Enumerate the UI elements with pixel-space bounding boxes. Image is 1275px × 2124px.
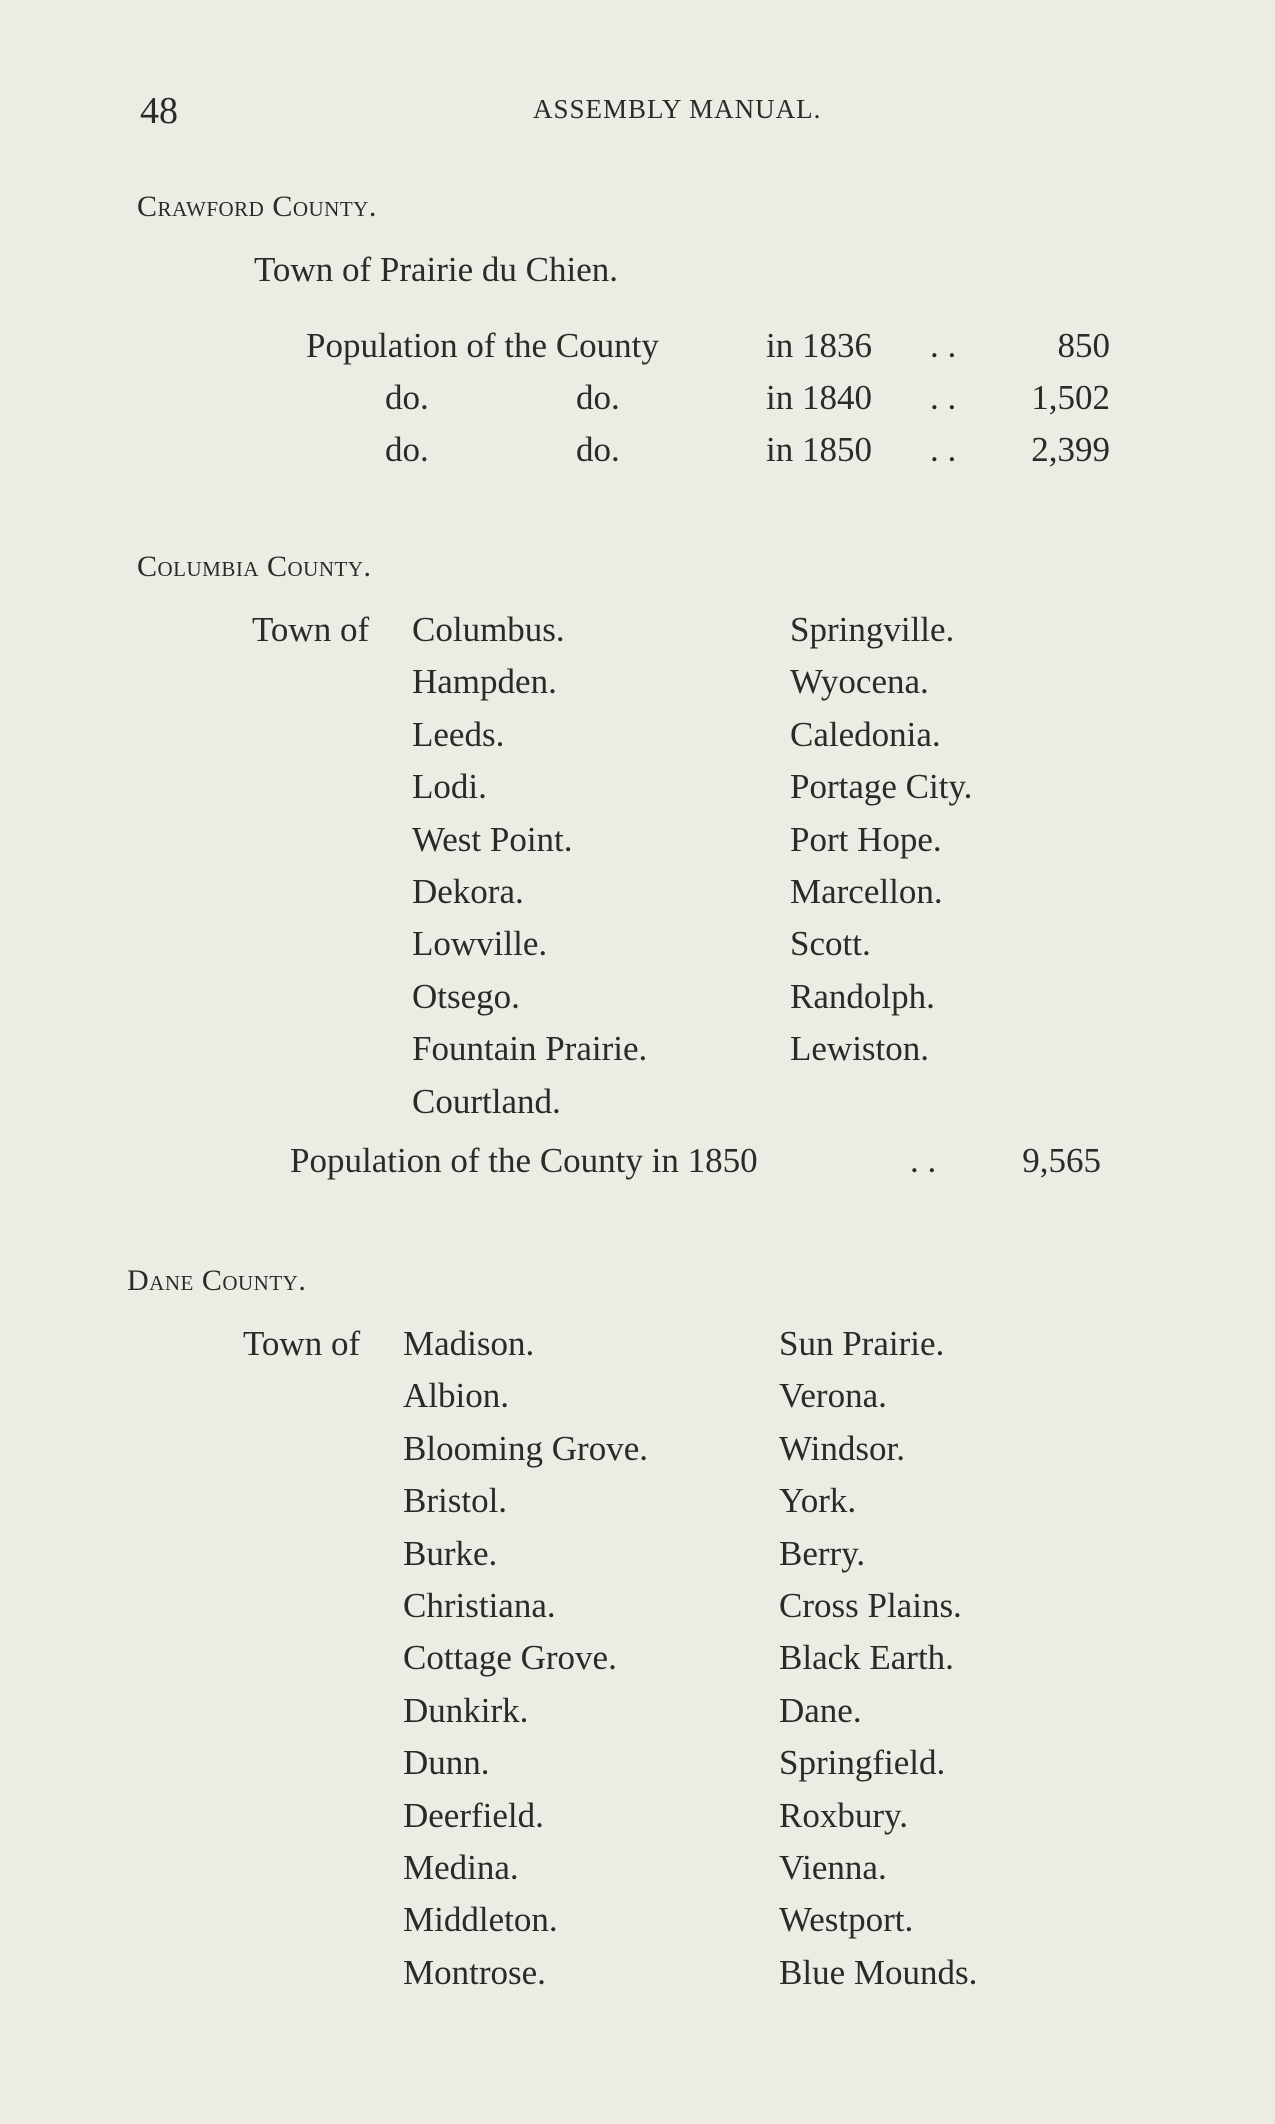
town-name: Roxbury. — [779, 1795, 908, 1835]
town-of-prefix: Town of — [252, 610, 370, 649]
town-name: Burke. — [403, 1533, 498, 1573]
town-name: Cottage Grove. — [403, 1638, 617, 1678]
columbia-population-label: Population of the County in 1850 — [290, 1141, 758, 1180]
town-name: Lewiston. — [790, 1029, 930, 1069]
town-name: Albion. — [403, 1376, 509, 1416]
town-name: Fountain Prairie. — [412, 1029, 648, 1069]
town-name: Verona. — [779, 1376, 887, 1416]
town-name: Berry. — [779, 1533, 866, 1573]
town-name: Vienna. — [779, 1848, 887, 1887]
town-name: Blue Mounds. — [779, 1952, 978, 1992]
ditto-label: do. — [385, 430, 429, 469]
town-name: Scott. — [790, 924, 871, 964]
crawford-county-heading: Crawford County. — [137, 190, 377, 223]
dane-county-heading: Dane County. — [127, 1264, 307, 1297]
running-title: ASSEMBLY MANUAL. — [533, 94, 822, 124]
town-name: Marcellon. — [790, 872, 943, 911]
town-name: Montrose. — [403, 1952, 546, 1992]
town-name: Dunn. — [403, 1743, 490, 1783]
town-name: Columbus. — [412, 610, 565, 649]
town-name: Deerfield. — [403, 1795, 544, 1835]
population-value: 850 — [1057, 326, 1110, 365]
page-number: 48 — [140, 90, 178, 132]
town-name: Medina. — [403, 1848, 519, 1887]
town-name: Blooming Grove. — [403, 1428, 648, 1468]
town-name: Courtland. — [412, 1081, 561, 1121]
ditto-label: do. — [576, 430, 620, 469]
population-dots: . . — [930, 326, 957, 365]
town-name: Middleton. — [403, 1900, 558, 1940]
town-name: Portage City. — [790, 767, 973, 807]
town-name: Lodi. — [412, 767, 487, 807]
town-name: Randolph. — [790, 976, 935, 1016]
town-name: Windsor. — [779, 1428, 905, 1468]
town-name: Springville. — [790, 610, 955, 649]
town-name: Dunkirk. — [403, 1690, 529, 1730]
population-year: in 1850 — [766, 430, 872, 469]
population-value: 1,502 — [1031, 378, 1110, 417]
town-name: Black Earth. — [779, 1638, 954, 1678]
town-of-prefix: Town of — [243, 1324, 361, 1363]
town-name: Westport. — [779, 1900, 914, 1940]
town-name: York. — [779, 1481, 857, 1521]
town-name: Springfield. — [779, 1743, 946, 1783]
population-year: in 1840 — [766, 378, 872, 417]
town-name: Lowville. — [412, 924, 548, 964]
town-name: West Point. — [412, 819, 573, 859]
population-label: Population of the County — [306, 326, 659, 365]
town-name: Wyocena. — [790, 662, 929, 702]
columbia-county-heading: Columbia County. — [137, 550, 372, 583]
population-year: in 1836 — [766, 326, 872, 365]
crawford-town: Town of Prairie du Chien. — [254, 250, 619, 289]
town-name: Dekora. — [412, 872, 524, 911]
town-name: Leeds. — [412, 714, 505, 754]
town-name: Christiana. — [403, 1586, 556, 1625]
columbia-population-dots: . . — [910, 1141, 937, 1180]
town-name: Cross Plains. — [779, 1586, 962, 1625]
population-dots: . . — [930, 430, 957, 469]
columbia-population-value: 9,565 — [1022, 1141, 1101, 1180]
population-dots: . . — [930, 378, 957, 417]
town-name: Madison. — [403, 1324, 535, 1363]
town-name: Bristol. — [403, 1481, 508, 1521]
town-name: Port Hope. — [790, 819, 942, 859]
town-name: Dane. — [779, 1690, 862, 1730]
town-name: Sun Prairie. — [779, 1324, 945, 1363]
town-name: Caledonia. — [790, 714, 941, 754]
ditto-label: do. — [576, 378, 620, 417]
town-name: Otsego. — [412, 976, 520, 1016]
town-name: Hampden. — [412, 662, 557, 702]
population-value: 2,399 — [1031, 430, 1110, 469]
ditto-label: do. — [385, 378, 429, 417]
